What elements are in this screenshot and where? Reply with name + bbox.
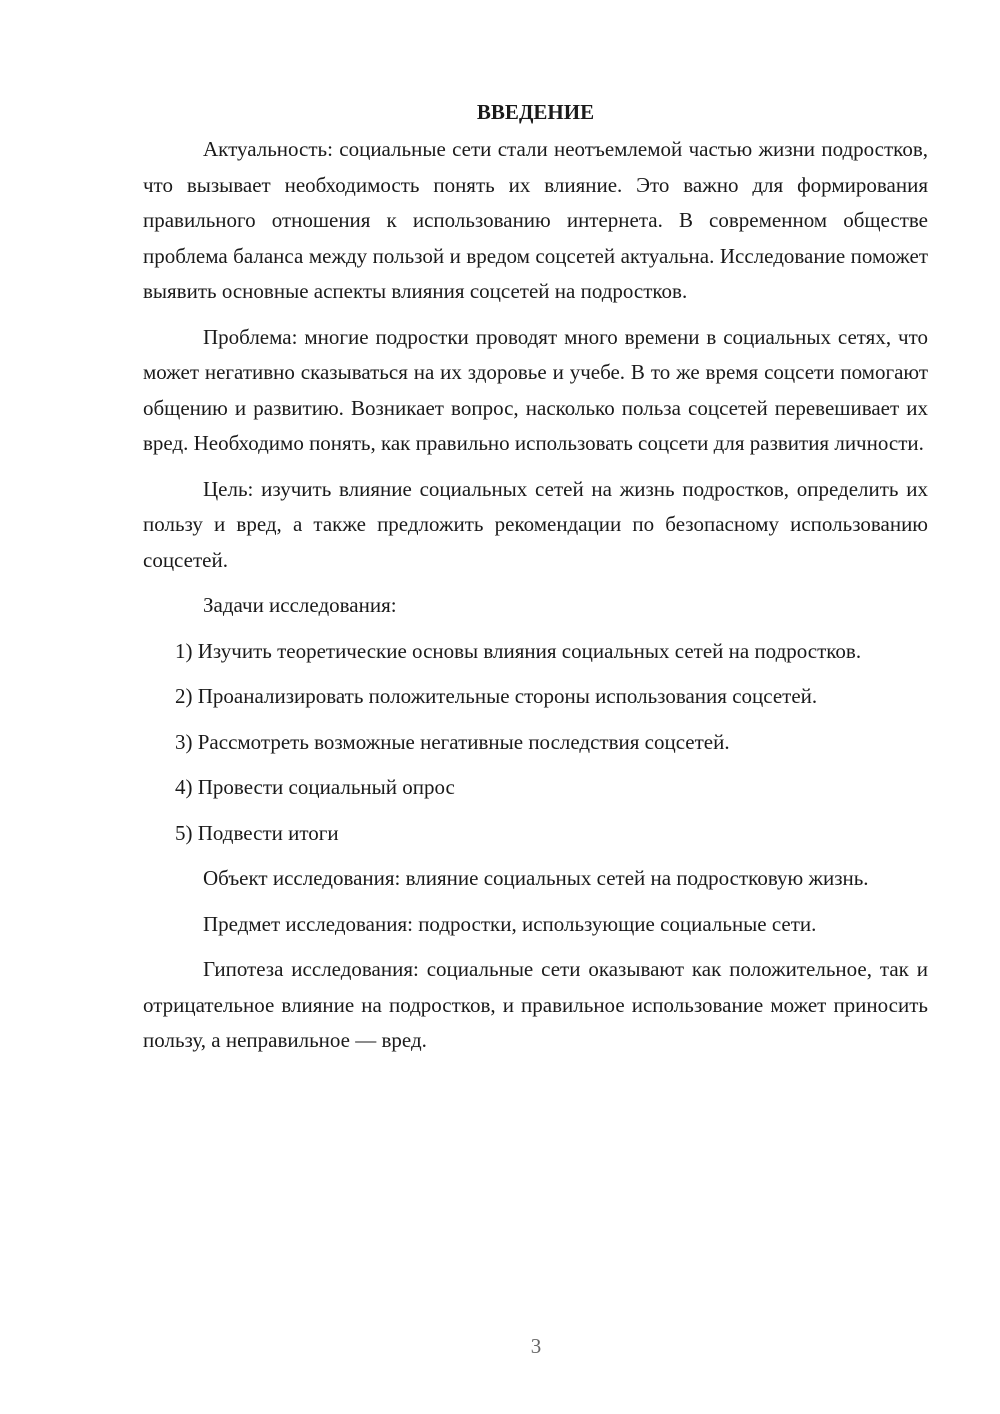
paragraph-goal: Цель: изучить влияние социальных сетей на жизнь подростков, определить их пользу и вред, а также предложить рекомендации по безопасному использованию соцсетей. <box>143 476 928 572</box>
task-item-1: 1) Изучить теоретические основы влияния социальных сетей на подростков. <box>175 638 862 663</box>
task-item-2: 2) Проанализировать положительные стороны использования соцсетей. <box>175 684 818 708</box>
task-item-5: 5) Подвести итоги <box>175 820 339 845</box>
paragraph-subject: Предмет исследования: подростки, использующие социальные сети. <box>203 911 817 936</box>
task-item-4: 4) Провести социальный опрос <box>175 775 455 799</box>
document-page <box>143 94 928 1059</box>
paragraph-object: Объект исследования: влияние социальных сетей на подростковую жизнь. <box>203 866 869 890</box>
paragraph-problem: Проблема: многие подростки проводят много времени в социальных сетях, что может негативно сказываться на их здоровье и учебе. В то же время соцсети помогают общению и развитию. Возникает вопрос, насколько польза соцсетей перевешивает их вред. Необходимо понять, как правильно использовать соцсети для развития личности. <box>143 324 928 455</box>
tasks-heading: Задачи исследования: <box>203 593 397 617</box>
page-title: ВВЕДЕНИЕ <box>476 100 595 124</box>
page-number: 3 <box>530 1334 542 1358</box>
paragraph-hypothesis: Гипотеза исследования: социальные сети оказывают как положительное, так и отрицательное влияние на подростков, и правильное использование может приносить пользу, а неправильное — вред. <box>143 957 928 1052</box>
paragraph-relevance: Актуальность: социальные сети стали неотъемлемой частью жизни подростков, что вызывает необходимость понять их влияние. Это важно для формирования правильного отношения к использованию интернета. В современном обществе проблема баланса между пользой и вредом соцсетей актуальна. Исследование поможет выявить основные аспекты влияния соцсетей на подростков. <box>143 137 928 303</box>
task-item-3: 3) Рассмотреть возможные негативные последствия соцсетей. <box>175 729 730 754</box>
